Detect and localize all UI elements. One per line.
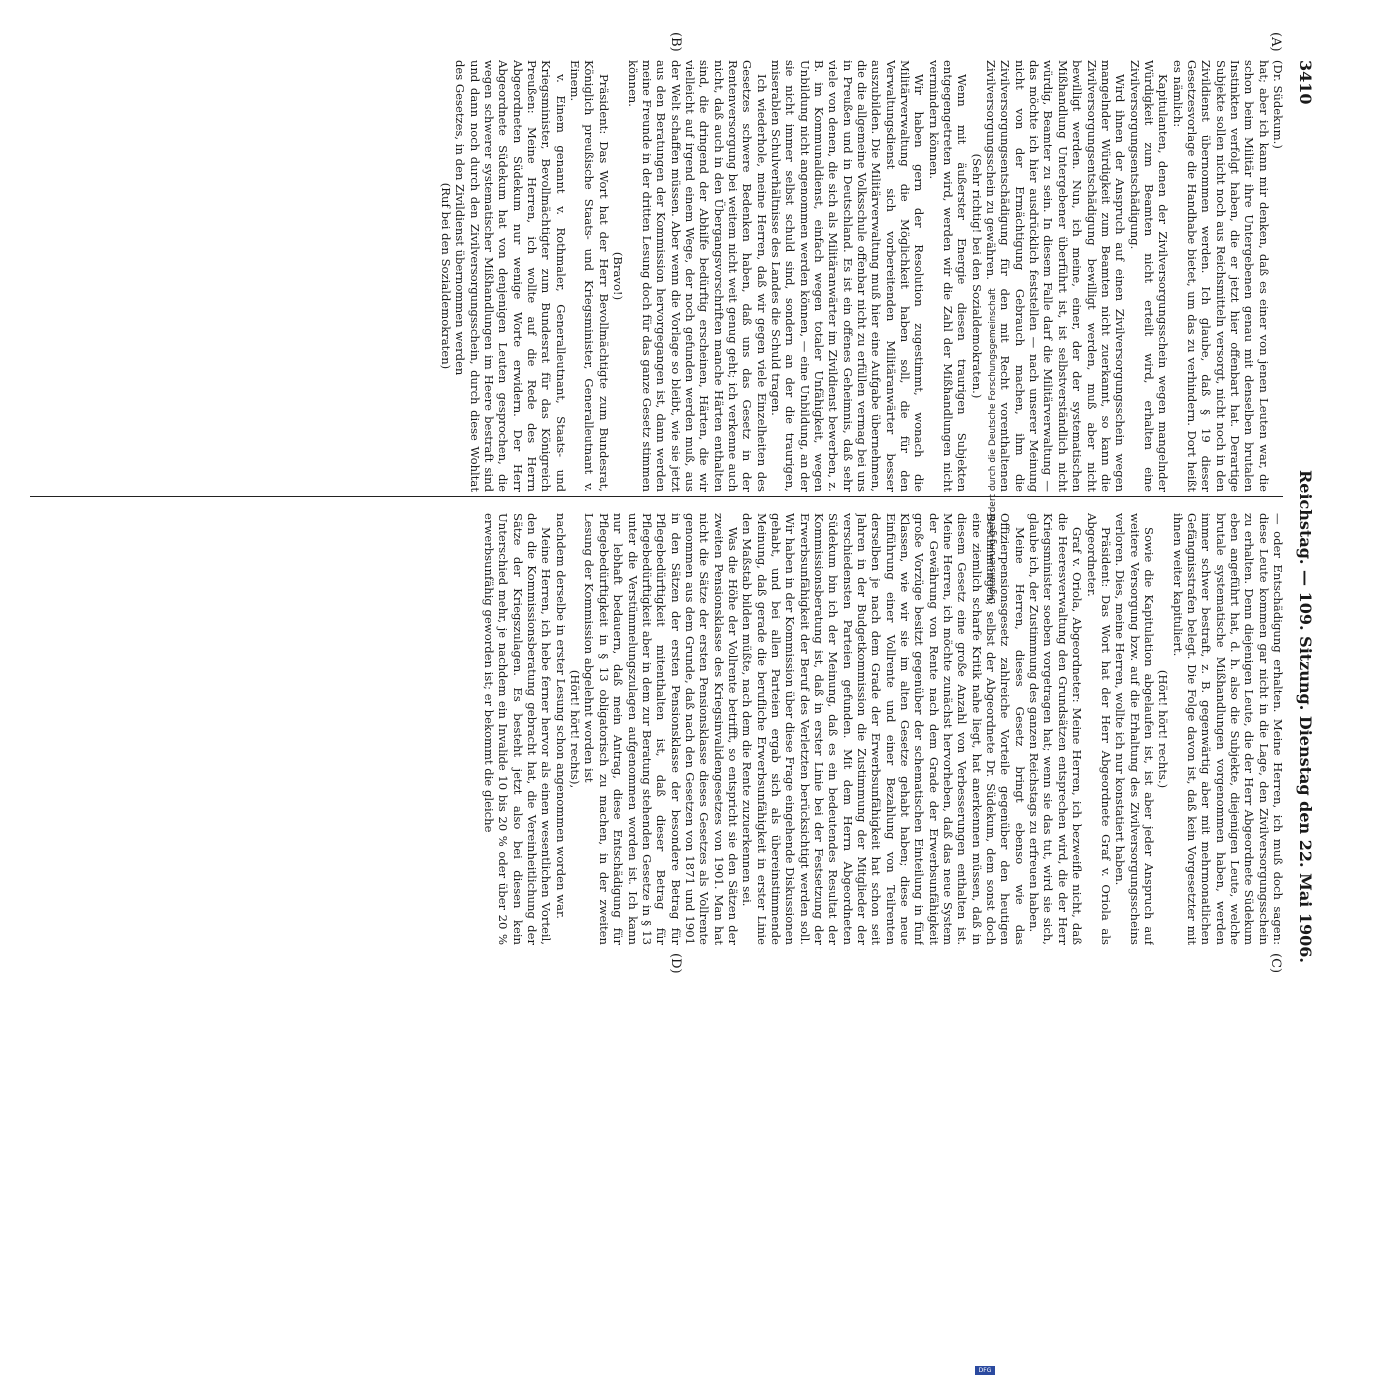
margin-mark-c: (C) <box>1268 953 1283 974</box>
paragraph: Graf v. Oriola, Abgeordneter: Meine Herren, ich bezweifle nicht, daß die Heeresverwaltung den Grundsätzen entsprechen wird, die der Herr Kriegsminister soeben vorgetragen hat; wenn sie das tut, wird sie sich, glaube ich, der Zustimmung des ganzen Reichstags zu erfreuen haben. <box>1027 513 1085 945</box>
page-number: 3410 <box>1296 60 1315 105</box>
margin-mark-a: (A) <box>1268 32 1283 52</box>
paragraph: Meine Herren, ich hebe ferner hervor als einen wesentlichen Vorteil, den die Kommissionsberatung gebracht hat, die Vereinheitlichung der Sätze der Kriegszulagen. Es besteht jetzt also bei diesen kein Unterschied mehr, je nachdem ein Invalide 10 bis 20 % oder über 20 % erwerbsunfähig geworden ist; er bekommt die gleiche <box>482 513 554 945</box>
paragraph: v. Einem genannt v. Rothmaler, Generalleutnant, Staats- und Kriegsminister, Bevollmächtigter zum Bundesrat für das Königreich Preußen: Meine Herren, ich wollte auf die Rede des Herrn Abgeordneten Südekum nur wenige Worte erwidern. Der Herr Abgeordnete Südekum hat von denjenigen Leuten gesprochen, die wegen schwerer systematischer Mißhandlungen im Heere bestraft sind und dann noch durch den Zivilversorgungsschein, durch diese Wohltat des Gesetzes, in den Zivildienst übernommen werden <box>453 60 568 492</box>
interjection: (Bravo!) <box>611 251 626 301</box>
interjection: (Sehr richtig! bei den Sozialdemokraten.) <box>969 153 984 399</box>
paragraph: nachdem derselbe in erster Lesung schon angenommen worden war. <box>553 513 568 919</box>
paragraph: Ich wiederhole, meine Herren, daß wir gegen viele Einzelheiten des Gesetzes schwere Bedenken haben, daß uns das Gesetz in der Rentenversorgung bei weitem nicht weit genug geht; ich verkenne auch nicht, daß auch in den Übergangsvorschriften manche Härten enthalten sind, die dringend der Abhilfe bedürftig erscheinen, Härten, die wir vielleicht auf irgend einem Wege, der noch gefunden werden muß, aus der Welt schaffen müssen. Aber wenn die Vorlage so bleibt, wie sie jetzt aus den Beratungen der Kommission hervorgegangen ist, dann werden meine Freunde in der dritten Lesung doch für das ganze Gesetz stimmen können. <box>625 60 769 492</box>
paragraph: Wir haben gern der Resolution zugestimmt, wonach die Militärverwaltung die Möglichkeit haben soll, die für den Verwaltungsdienst sich vorbereitenden Militäranwärter besser auszubilden. Die Militärverwaltung muß hier eine Aufgabe übernehmen, die die allgemeine Volksschule offenbar nicht zu erfüllen vermag bei uns in Preußen und in Deutschland. Es ist ein offenes Geheimnis, daß sehr viele von denen, die sich als Militäranwärter im Zivildienst bewerben, z. B. im Kommunaldienst, einfach wegen totaler Unfähigkeit, wegen Unbildung nicht angenommen werden können, — eine Unbildung, an der sie nicht immer selbst schuld sind, sondern an der die traurigen, miserablen Schulverhältnisse des Landes die Schuld tragen. <box>768 60 927 492</box>
digitization-credit: Digitalisierung gefördert durch die Deutsche Forschungsgemeinschaft <box>988 288 998 604</box>
paragraph: Präsident: Das Wort hat der Herr Bevollmächtigte zum Bundesrat, Königlich preußische Staats- und Kriegsminister, Generalleutnant v. Einem. <box>568 60 611 492</box>
left-column <box>16 60 1285 492</box>
margin-mark-d: (D) <box>668 953 683 974</box>
paragraph: Was die Höhe der Vollrente betrifft, so entspricht sie den Sätzen der zweiten Pensionsklasse des Kriegsinvalidengesetzes von 1901. Man hat nicht die Sätze der ersten Pensionsklasse dieses Gesetzes als Vollrente genommen aus dem Grunde, daß nach den Gesetzen von 1871 und 1901 in den Sätzen der ersten Pensionsklasse der besondere Betrag für Pflegebedürftigkeit mitenthalten ist, daß dieser Betrag für Pflegebedürftigkeit aber in dem zur Beratung stehenden Gesetze in § 13 unter die Verstümmelungszulagen aufgenommen worden ist. Ich kann nur lebhaft bedauern, daß mein Antrag, diese Entschädigung für Pflegebedürftigkeit in § 13 obligatorisch zu machen, in der zweiten Lesung der Kommission abgelehnt worden ist <box>582 513 740 945</box>
paragraph: Sowie die Kapitulation abgelaufen ist, ist aber jeder Anspruch auf weitere Versorgung bzw. auf die Erhaltung des Zivilversorgungsscheins verloren. Dies, meine Herren, wollte ich nur konstatiert haben. <box>1113 513 1156 945</box>
column-divider <box>30 496 1283 497</box>
margin-mark-b: (B) <box>668 32 683 52</box>
right-column <box>16 513 1285 945</box>
paragraph: Meine Herren, dieses Gesetz bringt ebenso wie das Offizierpensionsgesetz zahlreiche Vorteile gegenüber den heutigen Bestimmungen; selbst der Abgeordnete Dr. Südekum, dem sonst doch eine ziemlich scharfe Kritik nahe liegt, hat anerkennen müssen, daß in diesem Gesetz eine große Anzahl von Verbesserungen enthalten ist. Meine Herren, ich möchte zunächst hervorheben, daß das neue System der Gewährung von Rente nach dem Grade der Erwerbsunfähigkeit große Vorzüge besitzt gegenüber der schematischen Einteilung in fünf Klassen, wie wir sie im alten Gesetze gehabt haben; diese neue Einführung einer Vollrente und einer Bezahlung von Teilrenten derselben je nach dem Grade der Erwerbsunfähigkeit hat schon seit Jahren in der Budgetkommission die Zustimmung der Mitglieder der verschiedensten Parteien gefunden. Mit dem Herrn Abgeordneten Südekum bin ich der Meinung, daß es ein bedeutendes Resultat der Kommissionsberatung ist, daß in erster Linie bei der Festsetzung der Erwerbsunfähigkeit der Beruf des Verletzten berücksichtigt werden soll. Wir haben in der Kommission über diese Frage eingehende Diskussionen gehabt, und bei allen Parteien ergab sich als übereinstimmende Meinung, daß gerade die berufliche Erwerbsunfähigkeit in erster Linie den Maßstab bilden müßte, nach dem die Rente zuzuerkennen sei. <box>740 513 1027 945</box>
paragraph: — oder Entschädigung erhalten. Meine Herren, ich muß doch sagen: diese Leute kommen gar nicht in die Lage, den Zivilversorgungsschein zu erhalten. Denn diejenigen Leute, die der Herr Abgeordnete Südekum eben angeführt hat, d. h. also die Subjekte, diejenigen Leute, welche brutale systematische Mißhandlungen vorgenommen haben, werden immer schwer bestraft, z. B. gegenwärtig aber mit mehrmonatlichen Gefängnisstrafen belegt. Die Folge davon ist, daß kein Vorgesetzter mit ihnen weiter kapituliert. <box>1170 513 1285 945</box>
quoted-law-text: Kapitulanten, denen der Zivilversorgungsschein wegen mangelnder Würdigkeit zum Beamten nicht erteilt wird, erhalten eine Zivilversorgungsentschädigung. <box>1127 60 1171 492</box>
interjection: (Hört! hört! rechts.) <box>1156 669 1171 789</box>
paragraph: Wenn mit äußerster Energie diesen traurigen Subjekten entgegengetreten wird, werden wir die Zahl der Mißhandlungen nicht vermindern können. <box>926 60 970 492</box>
interjection: (Ruf bei den Sozialdemokraten) <box>439 182 454 370</box>
interjection: (Hört! hört! rechts), <box>568 669 583 789</box>
dfg-logo: DFG <box>975 1366 995 1375</box>
paragraph: hat; aber ich kann mir denken, daß es einer von jenen Leuten war, die schon beim Militär ihre Untergebenen genau mit denselben brutalen Instinkten verfolgt haben, die er jetzt hier offenbart hat. Derartige Subjekte sollen nicht noch aus Reichsmitteln versorgt, nicht noch in den Zivildienst übernommen werden. Ich glaube, daß § 19 dieser Gesetzesvorlage die Handhabe bietet, um das zu verhindern. Dort heißt es nämlich: <box>1170 60 1271 492</box>
paragraph: Präsident: Das Wort hat der Herr Abgeordnete Graf v. Oriola als Abgeordneter. <box>1084 513 1113 945</box>
paragraph: Wird ihnen der Anspruch auf einen Zivilversorgungsschein wegen mangelnder Würdigkeit zum Beamten nicht zuerkannt, so kann die Zivilversorgungsentschädigung bewilligt werden, muß aber nicht bewilligt werden. Nun, ich meine, einer, der der systematischen Mißhandlung Untergebener überführt ist, ist selbstverständlich nicht würdig, Beamter zu sein. In diesem Falle darf die Militärverwaltung — das möchte ich hier ausdrücklich feststellen — nach unserer Meinung nicht von der Ermächtigung Gebrauch machen, ihm die Zivilversorgungsentschädigung für den mit Recht vorenthaltenen Zivilversorgungsschein zu gewähren. <box>984 60 1128 492</box>
page-title: Reichstag. — 109. Sitzung. Dienstag den 22. Mai 1906. <box>1296 470 1315 963</box>
speaker-reference: (Dr. Südekum.) <box>1271 60 1285 149</box>
